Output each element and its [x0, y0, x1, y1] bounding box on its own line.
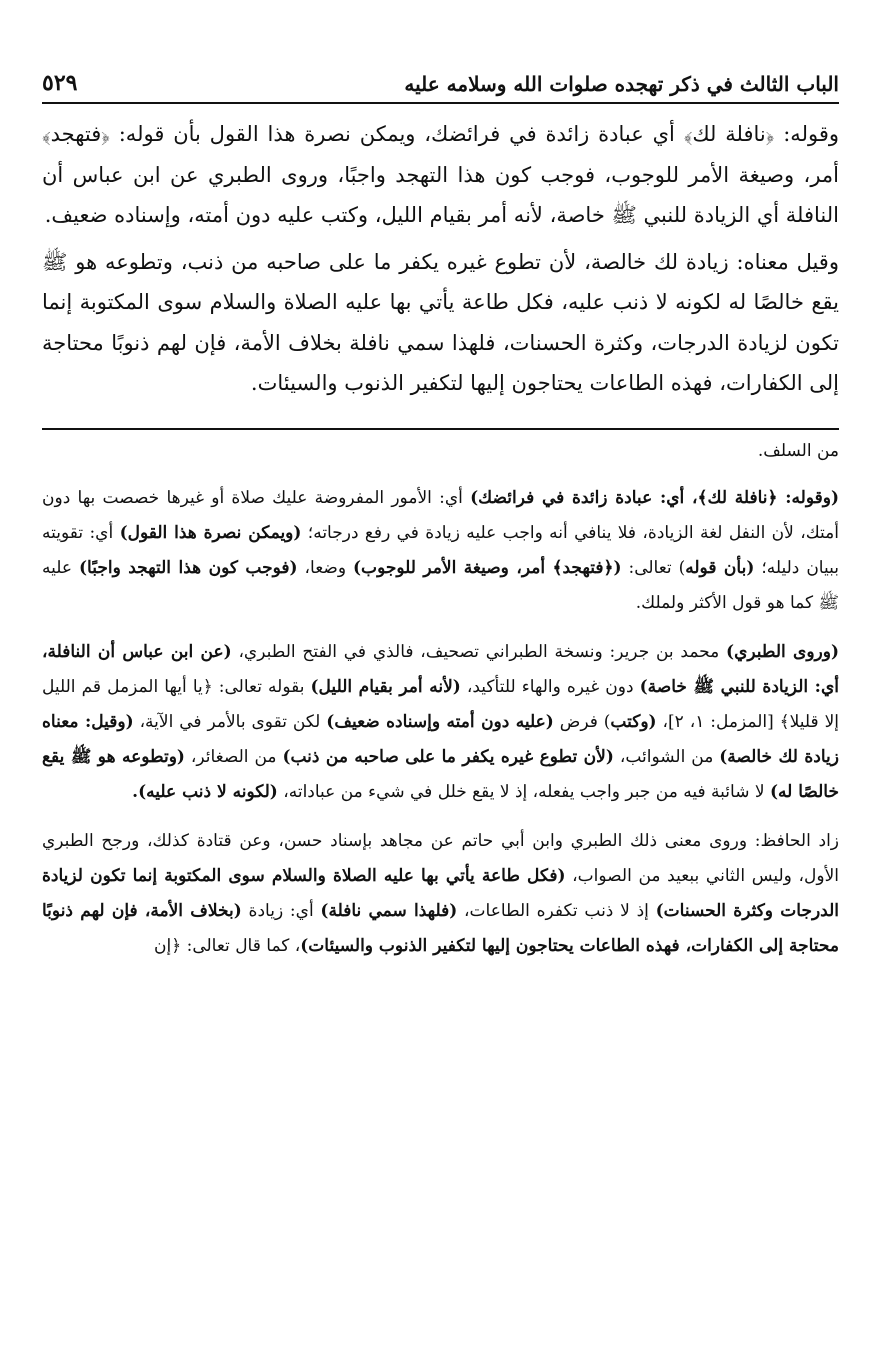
- quoted-text: (وقيل: معناه زيادة لك خالصة): [42, 711, 839, 767]
- commentary-text: أي: زيادة: [241, 900, 321, 921]
- commentary: [42, 434, 839, 964]
- commentary-text: بقوله تعالى: ﴿يا أيها المزمل قم الليل إلا قليلا﴾ [المزمل: ١، ٢]،: [42, 676, 840, 732]
- quoted-text: (وروى الطبري): [726, 641, 840, 662]
- commentary-text: لا شائبة فيه من جبر واجب يفعله، إذ لا يقع خلل في شيء من عباداته،: [277, 781, 770, 802]
- commentary-paragraph-2: [42, 635, 839, 810]
- quoted-text: (عليه دون أمته وإسناده ضعيف): [326, 711, 554, 732]
- commentary-text: إذ لا ذنب تكفره الطاعات،: [457, 900, 656, 921]
- commentary-text: دون غيره والهاء للتأكيد،: [460, 676, 640, 697]
- quoted-text: (فلهذا سمي نافلة): [320, 900, 458, 921]
- quoted-text: (عن ابن عباس أن النافلة، أي: الزيادة للنبي ﷺ خاصة): [42, 641, 839, 697]
- quoted-text: (وكتب: [610, 711, 657, 732]
- main-text: [42, 114, 839, 404]
- commentary-text: زاد الحافظ: وروى معنى ذلك الطبري وابن أبي حاتم عن مجاهد بإسناد حسن، وعن قتادة كذلك، ورجح الطبري الأول، وليس الثاني ببعيد من الصواب،: [42, 830, 840, 886]
- page-number: ٥٢٩: [42, 70, 78, 96]
- running-title: الباب الثالث في ذكر تهجده صلوات الله وسلامه عليه: [404, 72, 839, 96]
- quoted-text: (ويمكن نصرة هذا القول): [119, 522, 302, 543]
- quoted-text: (﴿فتهجد﴾ أمر، وصيغة الأمر للوجوب): [353, 557, 622, 578]
- commentary-paragraph-0: من السلف.: [757, 440, 839, 461]
- quoted-text: (وقوله: ﴿نافلة لك﴾، أي: عبادة زائدة في فرائضك): [470, 487, 839, 508]
- commentary-text: ) تعالى:: [621, 557, 686, 578]
- commentary-text: لكن تقوى بالأمر في الآية،: [133, 711, 327, 732]
- commentary-paragraph-3: [42, 824, 839, 964]
- footnote-divider: [42, 428, 839, 430]
- quoted-text: (لكونه لا ذنب عليه).: [132, 781, 278, 802]
- quoted-text: (لأنه أمر بقيام الليل): [310, 676, 461, 697]
- commentary-text: أي: الأمور المفروضة عليك صلاة أو غيرها خصصت بها دون أمتك، لأن النفل لغة الزيادة، فلا ينافي أنه واجب عليه زيادة في رفع درجاته؛: [42, 487, 840, 543]
- commentary-text: من الصغائر،: [184, 746, 283, 767]
- page-header: [42, 62, 839, 104]
- quoted-text: (لأن تطوع غيره يكفر ما على صاحبه من ذنب): [282, 746, 614, 767]
- quoted-text: (فكل طاعة يأتي بها عليه الصلاة والسلام سوى المكتوبة إنما تكون لزيادة الدرجات وكثرة الحسنات): [42, 865, 839, 921]
- commentary-text: وضعا،: [297, 557, 354, 578]
- commentary-text: عليه ﷺ كما هو قول الأكثر ولملك.: [42, 557, 839, 613]
- commentary-paragraph-1: [42, 481, 839, 621]
- quoted-text: (بأن قوله: [685, 557, 755, 578]
- commentary-text: ، كما قال تعالى: ﴿إن: [154, 935, 301, 956]
- quoted-text: (بخلاف الأمة، فإن لهم ذنوبًا محتاجة إلى الكفارات، فهذه الطاعات يحتاجون إليها لتكفير الذنوب والسيئات): [42, 900, 839, 956]
- commentary-text: أي: تقويته ببيان دليله؛: [42, 522, 839, 578]
- quoted-text: (وتطوعه هو ﷺ يقع خالصًا له): [42, 746, 839, 802]
- main-paragraph-2: وقيل معناه: زيادة لك خالصة، لأن تطوع غيره يكفر ما على صاحبه من ذنب، وتطوعه هو ﷺ يقع خالصًا له لكونه لا ذنب عليه، فكل طاعة يأتي بها عليه الصلاة والسلام سوى المكتوبة إنما تكون لزيادة الدرجات، وكثرة الحسنات، فلهذا سمي نافلة بخلاف الأمة، فإن لهم ذنوبًا محتاجة إلى الكفارات، فهذه الطاعات يحتاجون إليها لتكفير الذنوب والسيئات.: [42, 249, 839, 395]
- quoted-text: (فوجب كون هذا التهجد واجبًا): [78, 557, 298, 578]
- main-paragraph-1: وقوله: ﴿نافلة لك﴾ أي عبادة زائدة في فرائضك، ويمكن نصرة هذا القول بأن قوله: ﴿فتهجد﴾ أمر، وصيغة الأمر للوجوب، فوجب كون هذا التهجد واجبًا، وروى الطبري عن ابن عباس أن النافلة أي الزيادة للنبي ﷺ خاصة، لأنه أمر بقيام الليل، وكتب عليه دون أمته، وإسناده ضعيف.: [42, 122, 839, 227]
- commentary-text: ) فرض: [553, 711, 611, 732]
- commentary-text: محمد بن جرير: ونسخة الطبراني تصحيف، فالذي في الفتح الطبري،: [231, 641, 727, 662]
- commentary-text: من الشوائب،: [613, 746, 720, 767]
